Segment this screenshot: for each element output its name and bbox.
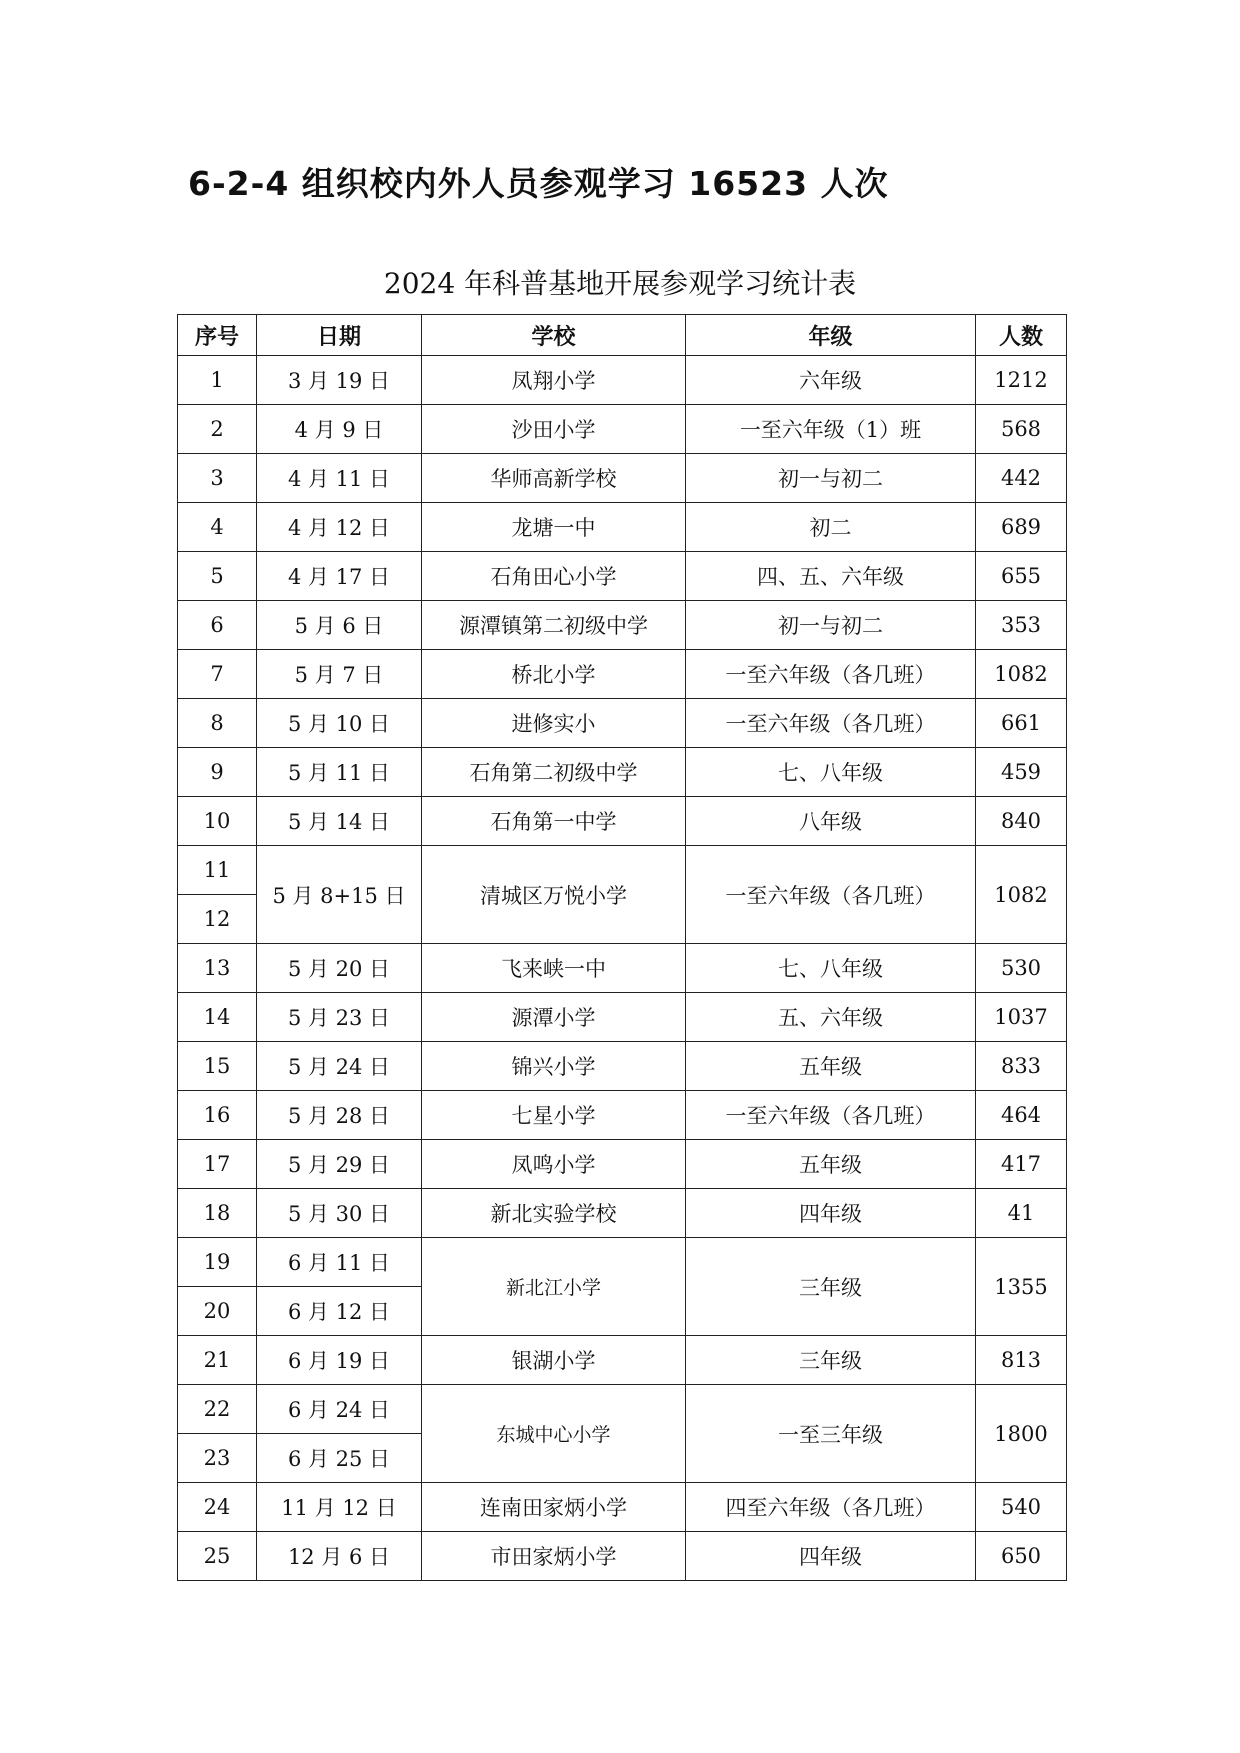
cell-no: 9 <box>178 748 257 797</box>
cell-count: 840 <box>976 797 1067 846</box>
table-row <box>178 748 1067 797</box>
cell-grade: 七、八年级 <box>686 748 976 797</box>
cell-count: 1037 <box>976 993 1067 1042</box>
cell-count: 568 <box>976 405 1067 454</box>
cell-grade: 四年级 <box>686 1532 976 1581</box>
cell-grade: 四年级 <box>686 1189 976 1238</box>
cell-count: 813 <box>976 1336 1067 1385</box>
cell-date: 5 月 7 日 <box>257 650 422 699</box>
table-row <box>178 454 1067 503</box>
cell-grade: 七、八年级 <box>686 944 976 993</box>
cell-date: 6 月 19 日 <box>257 1336 422 1385</box>
cell-date: 11 月 12 日 <box>257 1483 422 1532</box>
cell-count: 689 <box>976 503 1067 552</box>
cell-no: 23 <box>178 1434 257 1483</box>
cell-no: 5 <box>178 552 257 601</box>
table-row <box>178 405 1067 454</box>
cell-school: 凤翔小学 <box>422 356 686 405</box>
cell-no: 15 <box>178 1042 257 1091</box>
cell-school: 七星小学 <box>422 1091 686 1140</box>
cell-no: 19 <box>178 1238 257 1287</box>
cell-date: 6 月 24 日 <box>257 1385 422 1434</box>
cell-grade: 三年级 <box>686 1336 976 1385</box>
cell-date: 5 月 24 日 <box>257 1042 422 1091</box>
cell-no: 20 <box>178 1287 257 1336</box>
cell-no: 8 <box>178 699 257 748</box>
cell-count: 655 <box>976 552 1067 601</box>
table-row <box>178 944 1067 993</box>
cell-no: 16 <box>178 1091 257 1140</box>
cell-count: 833 <box>976 1042 1067 1091</box>
cell-count: 1082 <box>976 846 1067 944</box>
cell-school: 桥北小学 <box>422 650 686 699</box>
cell-no: 3 <box>178 454 257 503</box>
column-header-grade: 年级 <box>686 315 976 356</box>
cell-grade: 六年级 <box>686 356 976 405</box>
table-row <box>178 1385 1067 1434</box>
cell-no: 13 <box>178 944 257 993</box>
cell-count: 650 <box>976 1532 1067 1581</box>
cell-date: 3 月 19 日 <box>257 356 422 405</box>
table-row <box>178 1189 1067 1238</box>
cell-no: 10 <box>178 797 257 846</box>
table-row <box>178 699 1067 748</box>
cell-school: 锦兴小学 <box>422 1042 686 1091</box>
cell-count: 41 <box>976 1189 1067 1238</box>
cell-school: 石角第一中学 <box>422 797 686 846</box>
cell-no: 24 <box>178 1483 257 1532</box>
cell-date: 5 月 14 日 <box>257 797 422 846</box>
cell-no: 18 <box>178 1189 257 1238</box>
cell-school: 源潭小学 <box>422 993 686 1042</box>
table-row <box>178 601 1067 650</box>
cell-date: 5 月 23 日 <box>257 993 422 1042</box>
cell-school: 飞来峡一中 <box>422 944 686 993</box>
table-header-row <box>178 315 1067 356</box>
cell-grade: 八年级 <box>686 797 976 846</box>
table-row <box>178 503 1067 552</box>
cell-school: 沙田小学 <box>422 405 686 454</box>
cell-grade: 初一与初二 <box>686 601 976 650</box>
cell-date: 5 月 8+15 日 <box>257 846 422 944</box>
column-header-no: 序号 <box>178 315 257 356</box>
cell-school: 石角田心小学 <box>422 552 686 601</box>
cell-school: 清城区万悦小学 <box>422 846 686 944</box>
cell-school: 新北江小学 <box>422 1238 686 1336</box>
table-row <box>178 797 1067 846</box>
cell-school: 东城中心小学 <box>422 1385 686 1483</box>
cell-grade: 五、六年级 <box>686 993 976 1042</box>
column-header-school: 学校 <box>422 315 686 356</box>
cell-grade: 一至六年级（各几班） <box>686 846 976 944</box>
cell-grade: 一至六年级（各几班） <box>686 1091 976 1140</box>
cell-grade: 初二 <box>686 503 976 552</box>
table-row <box>178 993 1067 1042</box>
cell-date: 6 月 11 日 <box>257 1238 422 1287</box>
cell-grade: 一至六年级（各几班） <box>686 650 976 699</box>
column-header-count: 人数 <box>976 315 1067 356</box>
cell-grade: 一至六年级（1）班 <box>686 405 976 454</box>
cell-school: 龙塘一中 <box>422 503 686 552</box>
cell-count: 353 <box>976 601 1067 650</box>
cell-count: 1212 <box>976 356 1067 405</box>
table-row <box>178 1091 1067 1140</box>
cell-school: 进修实小 <box>422 699 686 748</box>
cell-grade: 四、五、六年级 <box>686 552 976 601</box>
cell-date: 6 月 12 日 <box>257 1287 422 1336</box>
cell-no: 21 <box>178 1336 257 1385</box>
cell-date: 5 月 28 日 <box>257 1091 422 1140</box>
cell-no: 7 <box>178 650 257 699</box>
section-heading: 6-2-4 组织校内外人员参观学习 16523 人次 <box>188 164 889 203</box>
cell-date: 5 月 29 日 <box>257 1140 422 1189</box>
cell-school: 华师高新学校 <box>422 454 686 503</box>
cell-count: 417 <box>976 1140 1067 1189</box>
cell-count: 530 <box>976 944 1067 993</box>
table-row <box>178 1238 1067 1287</box>
cell-count: 540 <box>976 1483 1067 1532</box>
cell-school: 市田家炳小学 <box>422 1532 686 1581</box>
cell-count: 661 <box>976 699 1067 748</box>
table-row <box>178 1140 1067 1189</box>
cell-no: 1 <box>178 356 257 405</box>
cell-school: 新北实验学校 <box>422 1189 686 1238</box>
table-row <box>178 650 1067 699</box>
cell-count: 442 <box>976 454 1067 503</box>
cell-no: 17 <box>178 1140 257 1189</box>
cell-count: 459 <box>976 748 1067 797</box>
table-row <box>178 552 1067 601</box>
cell-date: 4 月 9 日 <box>257 405 422 454</box>
cell-date: 4 月 12 日 <box>257 503 422 552</box>
table-row <box>178 846 1067 895</box>
cell-grade: 一至六年级（各几班） <box>686 699 976 748</box>
cell-date: 5 月 11 日 <box>257 748 422 797</box>
cell-no: 2 <box>178 405 257 454</box>
cell-count: 1082 <box>976 650 1067 699</box>
cell-no: 4 <box>178 503 257 552</box>
cell-grade: 一至三年级 <box>686 1385 976 1483</box>
cell-count: 464 <box>976 1091 1067 1140</box>
table-title: 2024 年科普基地开展参观学习统计表 <box>383 267 857 300</box>
table-row <box>178 1042 1067 1091</box>
cell-grade: 五年级 <box>686 1140 976 1189</box>
cell-date: 5 月 30 日 <box>257 1189 422 1238</box>
cell-no: 22 <box>178 1385 257 1434</box>
cell-no: 11 <box>178 846 257 895</box>
column-header-date: 日期 <box>257 315 422 356</box>
cell-grade: 三年级 <box>686 1238 976 1336</box>
table-row <box>178 1532 1067 1581</box>
cell-date: 5 月 20 日 <box>257 944 422 993</box>
cell-date: 4 月 17 日 <box>257 552 422 601</box>
cell-school: 源潭镇第二初级中学 <box>422 601 686 650</box>
cell-count: 1355 <box>976 1238 1067 1336</box>
cell-school: 银湖小学 <box>422 1336 686 1385</box>
cell-school: 凤鸣小学 <box>422 1140 686 1189</box>
cell-grade: 初一与初二 <box>686 454 976 503</box>
cell-grade: 四至六年级（各几班） <box>686 1483 976 1532</box>
cell-school: 连南田家炳小学 <box>422 1483 686 1532</box>
table-row <box>178 1336 1067 1385</box>
table-row <box>178 356 1067 405</box>
cell-no: 25 <box>178 1532 257 1581</box>
cell-no: 14 <box>178 993 257 1042</box>
visit-statistics-table <box>177 314 1067 1581</box>
cell-school: 石角第二初级中学 <box>422 748 686 797</box>
cell-count: 1800 <box>976 1385 1067 1483</box>
cell-date: 4 月 11 日 <box>257 454 422 503</box>
cell-date: 5 月 10 日 <box>257 699 422 748</box>
cell-date: 12 月 6 日 <box>257 1532 422 1581</box>
table-row <box>178 1483 1067 1532</box>
cell-no: 12 <box>178 895 257 944</box>
cell-date: 6 月 25 日 <box>257 1434 422 1483</box>
cell-no: 6 <box>178 601 257 650</box>
cell-date: 5 月 6 日 <box>257 601 422 650</box>
cell-grade: 五年级 <box>686 1042 976 1091</box>
